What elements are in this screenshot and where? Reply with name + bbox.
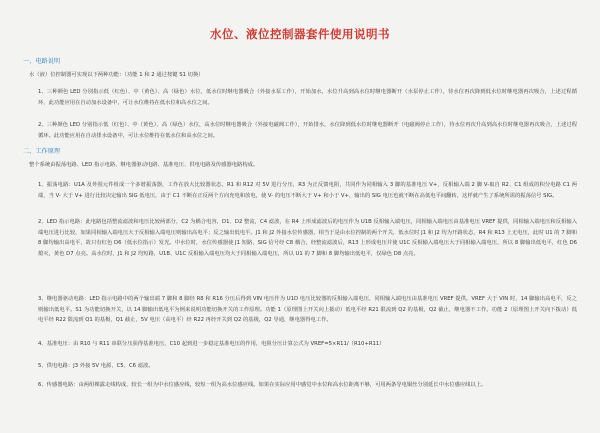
paragraph-function-1: 1、三种颜色 LED 分别指示低（红色）、中（黄色）、高（绿色）水位，低水位时继电器吸合（外接水泵工作），开始加水，水位升高到高水位时继电器断开（水泵停止工作），待水位再次降到低水位时继电器再次吸合，上述过程循环，此功能应用在自动加水设备中，可让水位维持在低水位和高水位之间。 — [38, 89, 577, 106]
paragraph-relay-driver: 3、继电器驱动电路：LED 指示电路中的两个输出端 7 脚和 8 脚经 R8 和 R16 分压后得到 VIN 电压作为 U1D 电压比较器的反相输入端电压，同相输入端电压由基准电压 VREF 提供。VREF 大于 VIN 时，14 脚输出高电平，反之则输出低电平。S1 为功能切换开关，以 14 脚输出低电平为例来说明功能切换开关的工作原理。功能 1（原理图上开关向上拨动）低电平经 R21 限流到 Q2 的基极，Q2 截止，继电器不工作。功能 2（原理图上开关向下拨动）低电平经 R22 限流到 Q1 的基极，Q1 截止，5V 电压（高电平）经 R22 再经开关到 Q2 的基极，Q2 导通，继电器得电工作。 — [38, 296, 577, 323]
paragraph-power-supply: 5、供电电路：J3 外接 5V 电源，C5、C6 滤波。 — [38, 363, 154, 369]
paragraph-reference-voltage: 4、基准电压：由 R10 与 R11 串联分压获得基准电压，C10 起到进一步稳定基准电压的作用，电阻分压计算公式为 VREF=5×R11/（R10+R11） — [38, 341, 385, 347]
paragraph-function-2: 2、三种颜色 LED 分别指示低（红色）、中（黄色）、高（绿色）水位，高水位时继电器吸合（外接电磁阀工作），开始排水，水位降到低水位时继电器断开（电磁阀停止工作），待水位再次升高到高水位时继电器再次吸合，上述过程循环。此功能应用在自动排水设备中，可让水位维持在低水位和高水位之间。 — [38, 122, 577, 139]
section-heading-circuit: 一、电路说明 — [23, 58, 61, 65]
paragraph-sensor: 6、传感器电路：由两组裸露走线构成，较长一组为中水位感应线，较短一组为高水位感应线。如果在实际应用中感觉中水位和高水位距离不够，可用两条导电铜丝分别延长中水位感应线以上。 — [38, 382, 487, 388]
paragraph-intro: 水（液）位控制器可实现以下两种功能：（功能 1 和 2 通过按键 S1 切换） — [29, 72, 204, 78]
document-title: 水位、液位控制器套件使用说明书 — [210, 27, 390, 41]
paragraph-system: 整个系统由振荡电路、LED 指示电路、继电器驱动电路、基准电压、供电电路及传感器电路构成。 — [29, 162, 259, 168]
section-heading-principle: 二、工作原理 — [23, 148, 61, 155]
paragraph-oscillator: 1、振荡电路：U1A 及外围元件组成一个多谐振荡器，工作在放大比较器状态，R1 和 R12 对 5V 进行分压，R3 为正反馈电阻，共同作为同相输入 3 脚的基准电压 V+，反相输入端 2 脚 V-取自 R2、C1 组成的积分电路 C1 两端，当 V- 大于 V+ 进行比较决定输出 SIG 低电压，由于 C1 不断在正反两个方向充电和放电，使 V- 的电压不断大于 V+ 和小于 V+，输出的 SIG 电压也就不断在高低电平间翻转，这样就产生了系统所需的振荡信号 SIG。 — [38, 182, 577, 199]
paragraph-led-indicator: 2、LED 指示电路：此电路包括整流滤波和电压比较两部分，C2 为耦合电容，D1、D2 整流，C4 滤波，在 R4 上形成滤波后的电压作为 U1B 反相输入端电压，同相输入端电压由基准电压 VREF 提供，同相输入端电压和反相输入端电压进行比较，如果同相输入端电压大于反相输入端电压则输出高电平；反之输出低电平。J1 和 J2 外接水位传感器，相当于是由水位控制的两个开关，低水位时 J1 和 J2 均为开路状态，R4 和 R13 上无电压，此时 U1 的 7 脚和 8 脚均输出高电平，故只有红色 D6（低水位指示）发光。中水位时，水位传感器使 J1 短路，SIG 信号经 C8 耦合，经整流滤波后，R13 上形成电压并使 U1C 反相输入端电压大于同相输入端电压，所以 8 脚输出低电平，红色 D6 熄灭，黄色 D7 点亮。高水位时，J1 和 J2 均短路，U1B、U1C 反相输入端电压均大于同相输入端电压，所以 U1 的 7 脚和 8 脚均输出低电平，仅绿色 D8 点亮。 — [38, 219, 577, 257]
